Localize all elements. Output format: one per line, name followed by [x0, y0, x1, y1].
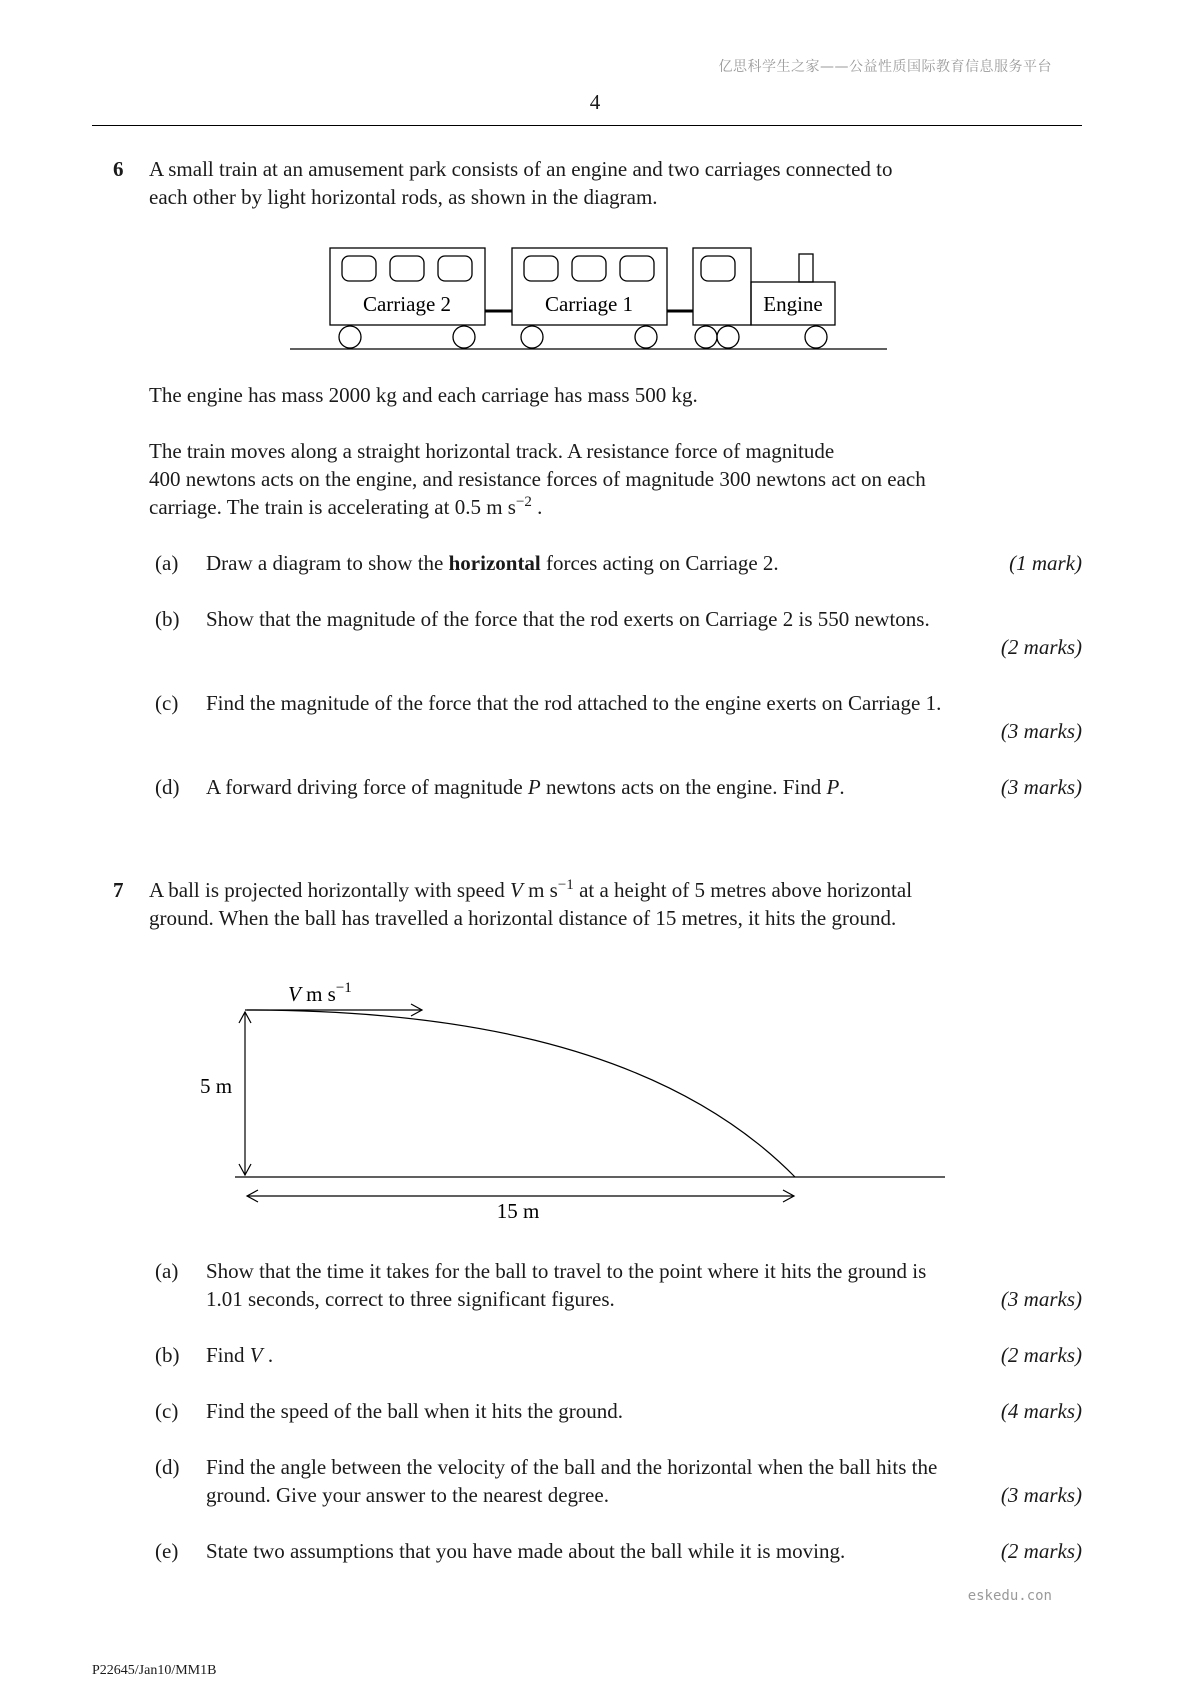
q7-part-b-label: (b) [155, 1343, 180, 1367]
q6-part-d-text-post: . [839, 775, 845, 799]
q7-part-a-label: (a) [155, 1259, 179, 1283]
question-7-number: 7 [113, 878, 124, 902]
q6-part-d-marks: (3 marks) [1000, 775, 1082, 799]
carriage-2-window [390, 256, 424, 281]
train-diagram [285, 240, 895, 352]
question-7-intro-line2: ground. When the ball has travelled a horizontal distance of 15 metres, it hits the ground. [149, 906, 897, 930]
q7-intro-variable: V [510, 878, 523, 902]
q6-part-c-marks: (3 marks) [1000, 719, 1082, 743]
q7-part-b-text-pre: Find [206, 1343, 250, 1367]
q6-part-b-marks: (2 marks) [1000, 635, 1082, 659]
q6-part-a-text-bold: horizontal [448, 551, 541, 575]
speed-variable: V [288, 982, 301, 1006]
q7-part-b-marks: (2 marks) [1000, 1343, 1082, 1367]
bottom-watermark: eskedu.con [967, 1588, 1052, 1604]
speed-exponent: −1 [335, 980, 352, 996]
carriage-1-wheel [635, 326, 657, 348]
carriage-1-window [620, 256, 654, 281]
header-watermark: 亿思科学生之家——公益性质国际教育信息服务平台 [718, 59, 1052, 75]
engine-chimney [799, 254, 813, 282]
q6-part-d-text-mid: newtons acts on the engine. Find [540, 775, 827, 799]
q7-intro-exponent: −1 [557, 877, 574, 893]
q7-part-d-line2: ground. Give your answer to the nearest degree. [206, 1483, 609, 1507]
q6-part-a-label: (a) [155, 551, 179, 575]
q6-part-d-variable: P [826, 775, 840, 799]
carriage-2-label: Carriage 2 [362, 292, 452, 316]
q7-part-d-label: (d) [155, 1455, 180, 1479]
question-6-resistance-line3 [149, 493, 1084, 521]
q7-part-a-text [206, 1257, 926, 1313]
q6-part-c-label: (c) [155, 691, 179, 715]
q7-part-b-text [206, 1341, 273, 1369]
carriage-1-wheel [521, 326, 543, 348]
q7-part-d-line1: Find the angle between the velocity of the ball and the horizontal when the ball hits the [206, 1455, 938, 1479]
q7-intro-unit: m s [522, 878, 558, 902]
q6-part-b-text: Show that the magnitude of the force that the rod exerts on Carriage 2 is 550 newtons. [206, 607, 930, 631]
q7-part-e-marks: (2 marks) [1000, 1539, 1082, 1563]
question-7-intro [149, 876, 1084, 932]
engine-label: Engine [763, 292, 823, 316]
q6-part-d-text-pre: A forward driving force of magnitude [206, 775, 528, 799]
projectile-diagram [185, 965, 955, 1225]
q7-intro-pre: A ball is projected horizontally with speed [149, 878, 510, 902]
speed-label [288, 980, 352, 1006]
q7-part-e-label: (e) [155, 1539, 179, 1563]
carriage-2-wheel [453, 326, 475, 348]
q7-part-a-line2: 1.01 seconds, correct to three significant figures. [206, 1287, 615, 1311]
q7-part-b-variable: V [249, 1343, 263, 1367]
q7-part-e-text: State two assumptions that you have made about the ball while it is moving. [206, 1539, 846, 1563]
question-6-resistance-text [149, 437, 1084, 521]
footer-code: P22645/Jan10/MM1B [92, 1663, 217, 1678]
q6-part-a-marks: (1 mark) [1009, 551, 1082, 575]
q6-part-b-label: (b) [155, 607, 180, 631]
carriage-2-window [438, 256, 472, 281]
question-6-resistance-line1: The train moves along a straight horizontal track. A resistance force of magnitude [149, 439, 835, 463]
q7-intro-post: at a height of 5 metres above horizontal [573, 878, 913, 902]
engine-window [701, 256, 735, 281]
q7-part-b-text-post: . [262, 1343, 274, 1367]
acceleration-end: . [531, 495, 543, 519]
carriage-2-window [342, 256, 376, 281]
question-6-number: 6 [113, 157, 124, 181]
question-7-intro-line1 [149, 876, 1084, 904]
page-number: 4 [589, 90, 601, 114]
q6-part-a-text-pre: Draw a diagram to show the [206, 551, 449, 575]
q6-part-d-variable: P [527, 775, 541, 799]
acceleration-text: carriage. The train is accelerating at 0.5 m s [149, 495, 516, 519]
q7-part-c-text: Find the speed of the ball when it hits the ground. [206, 1399, 624, 1423]
carriage-2-wheel [339, 326, 361, 348]
q7-part-d-text [206, 1453, 937, 1509]
carriage-1-label: Carriage 1 [544, 292, 634, 316]
distance-label: 15 m [496, 1199, 540, 1223]
q7-part-c-marks: (4 marks) [1000, 1399, 1082, 1423]
acceleration-exponent: −2 [515, 494, 532, 510]
height-label: 5 m [200, 1074, 233, 1098]
carriage-1-window [572, 256, 606, 281]
q6-part-c-text: Find the magnitude of the force that the rod attached to the engine exerts on Carriage 1. [206, 691, 942, 715]
engine-wheel [717, 326, 739, 348]
carriage-1-window [524, 256, 558, 281]
speed-unit: m s [300, 982, 336, 1006]
q7-part-d-marks: (3 marks) [1000, 1483, 1082, 1507]
engine-wheel [695, 326, 717, 348]
q6-part-a-text-post: forces acting on Carriage 2. [540, 551, 779, 575]
q7-part-a-line1: Show that the time it takes for the ball to travel to the point where it hits the ground is [206, 1259, 927, 1283]
q7-part-c-label: (c) [155, 1399, 179, 1423]
q6-part-d-label: (d) [155, 775, 180, 799]
question-6-intro-line1: A small train at an amusement park consists of an engine and two carriages connected to [149, 157, 893, 181]
q6-part-a-text [206, 549, 779, 577]
q6-part-d-text [206, 773, 845, 801]
header-rule [92, 125, 1082, 126]
question-6-intro-line2: each other by light horizontal rods, as shown in the diagram. [149, 185, 658, 209]
engine-wheel [805, 326, 827, 348]
question-6-resistance-line2: 400 newtons acts on the engine, and resistance forces of magnitude 300 newtons act on each [149, 467, 926, 491]
question-6-intro [149, 155, 1084, 211]
q7-part-a-marks: (3 marks) [1000, 1287, 1082, 1311]
trajectory-curve [245, 1010, 795, 1177]
question-6-mass-text: The engine has mass 2000 kg and each carriage has mass 500 kg. [149, 383, 698, 407]
